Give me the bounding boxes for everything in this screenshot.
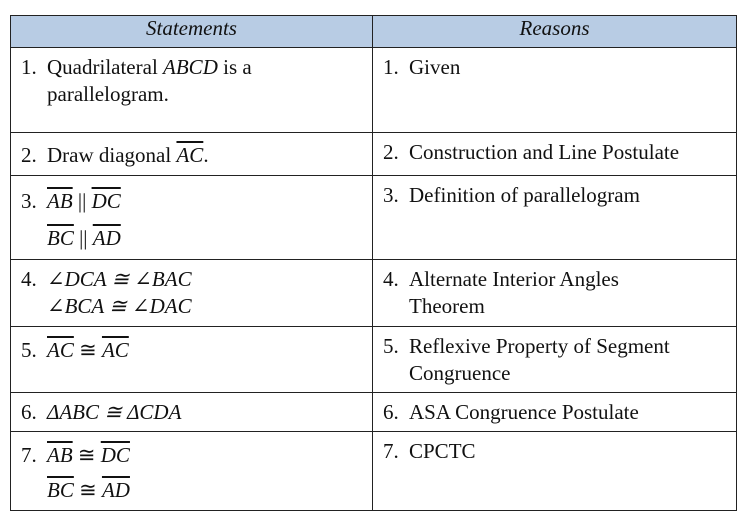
- statement-text: [47, 337, 362, 364]
- table-row: [11, 176, 737, 260]
- statement-text: ΔABC ≅ ΔCDA: [47, 400, 182, 424]
- statement-cell: [11, 432, 373, 511]
- statement-line: [47, 225, 362, 252]
- statements-header: Statements: [11, 16, 373, 48]
- reason-text: [409, 333, 726, 387]
- statement-cell: [11, 48, 373, 133]
- table-row: [11, 327, 737, 393]
- segment-overline: $\overline{AC}$: [176, 143, 204, 167]
- table-row: [11, 432, 737, 511]
- reason-number: 5.: [383, 334, 399, 358]
- statement-part: Quadrilateral: [47, 55, 164, 79]
- statement-number: 2.: [21, 143, 37, 167]
- statement-text: [47, 54, 362, 108]
- statement-line: parallelogram.: [47, 82, 169, 106]
- reason-text: [409, 266, 726, 320]
- reason-text: Given: [409, 55, 461, 79]
- header-row: [11, 16, 737, 48]
- segment-overline: $\overline{BC}$: [47, 478, 74, 502]
- statement-line: ∠DCA ≅ ∠BAC: [47, 267, 192, 291]
- reason-number: 6.: [383, 400, 399, 424]
- reason-number: 2.: [383, 140, 399, 164]
- reason-text: Definition of parallelogram: [409, 183, 640, 207]
- segment-overline: $\overline{DC}$: [100, 443, 130, 467]
- reason-line: Theorem: [409, 294, 485, 318]
- segment-overline: $\overline{BC}$: [47, 226, 74, 250]
- segment-overline: $\overline{AC}$: [101, 338, 129, 362]
- statement-italic: ABCD: [163, 55, 218, 79]
- reason-cell: [373, 260, 737, 327]
- statement-text: [47, 142, 362, 169]
- congruent-symbol: ≅: [72, 443, 101, 467]
- statement-line: [47, 188, 362, 215]
- statement-part: .: [203, 143, 209, 167]
- statement-cell: [11, 260, 373, 327]
- reason-cell: [373, 176, 737, 260]
- segment-overline: $\overline{DC}$: [91, 189, 121, 213]
- congruent-symbol: ≅: [73, 338, 102, 362]
- statement-number: 4.: [21, 267, 37, 291]
- statement-number: 1.: [21, 55, 37, 79]
- segment-overline: $\overline{AC}$: [47, 338, 74, 362]
- reason-cell: [373, 133, 737, 176]
- table-row: [11, 260, 737, 327]
- statement-text: [47, 442, 362, 504]
- statement-number: 7.: [21, 443, 37, 467]
- reason-cell: [373, 432, 737, 511]
- statement-line: ∠BCA ≅ ∠DAC: [47, 294, 192, 318]
- reason-number: 7.: [383, 439, 399, 463]
- reason-text: CPCTC: [409, 439, 476, 463]
- statement-number: 6.: [21, 400, 37, 424]
- table-row: [11, 48, 737, 133]
- segment-overline: $\overline{AD}$: [101, 478, 130, 502]
- statement-cell: [11, 133, 373, 176]
- statement-line: [47, 442, 362, 469]
- statement-line: [47, 477, 362, 504]
- congruent-symbol: ≅: [73, 478, 102, 502]
- reason-number: 1.: [383, 55, 399, 79]
- parallel-symbol: ||: [72, 189, 92, 213]
- reason-cell: [373, 393, 737, 432]
- reasons-header: Reasons: [373, 16, 737, 48]
- reason-cell: [373, 48, 737, 133]
- reason-number: 4.: [383, 267, 399, 291]
- reason-line: Reflexive Property of Segment: [409, 334, 670, 358]
- segment-overline: $\overline{AB}$: [47, 189, 73, 213]
- reason-number: 3.: [383, 183, 399, 207]
- statement-number: 5.: [21, 338, 37, 362]
- segment-overline: $\overline{AD}$: [92, 226, 121, 250]
- two-column-proof-table: [10, 15, 737, 511]
- statement-cell: [11, 393, 373, 432]
- statement-text: [47, 188, 362, 252]
- statement-cell: [11, 176, 373, 260]
- reason-text: Construction and Line Postulate: [409, 140, 680, 164]
- table-row: [11, 393, 737, 432]
- statement-cell: [11, 327, 373, 393]
- reason-text: ASA Congruence Postulate: [409, 400, 639, 424]
- segment-overline: $\overline{AB}$: [47, 443, 73, 467]
- reason-line: Congruence: [409, 361, 511, 385]
- reason-cell: [373, 327, 737, 393]
- statement-part: Draw diagonal: [47, 143, 177, 167]
- statement-part: is a: [217, 55, 252, 79]
- statement-number: 3.: [21, 189, 37, 213]
- statement-text: [47, 266, 362, 320]
- parallel-symbol: ||: [73, 226, 93, 250]
- table-row: [11, 133, 737, 176]
- reason-line: Alternate Interior Angles: [409, 267, 619, 291]
